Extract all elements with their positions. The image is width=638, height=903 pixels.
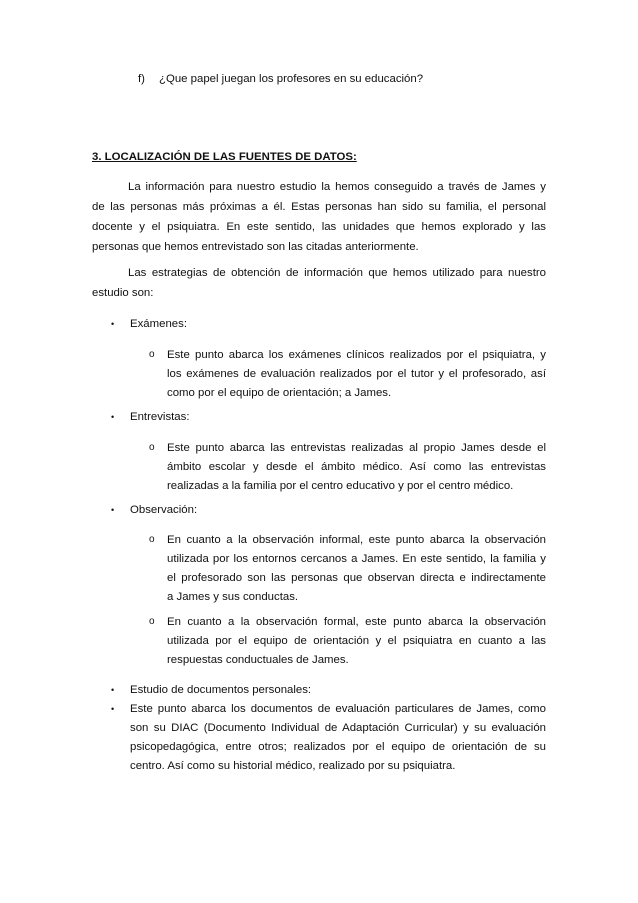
list-item-title-examenes: Exámenes: <box>130 318 187 330</box>
paragraph-line: estudio son: <box>92 287 154 299</box>
sub-item-line: utilizada por el equipo de orientación y el psiquiatra en cuanto a las <box>167 635 546 647</box>
question-text: ¿Que papel juegan los profesores en su educación? <box>159 73 424 85</box>
paragraph-line: personas que hemos entrevistado son las citadas anteriormente. <box>92 241 419 253</box>
sub-item-line: Este punto abarca las entrevistas realizadas al propio James desde el <box>167 442 546 454</box>
sub-item-line: ámbito escolar y desde el ámbito médico. Así como las entrevistas <box>167 461 546 473</box>
paragraph-line: Las estrategias de obtención de información que hemos utilizado para nuestro <box>128 267 546 279</box>
bullet-icon: • <box>111 685 115 695</box>
paragraph-line: docente y el psiquiatra. En este sentido, las unidades que hemos explorado y las <box>92 221 546 233</box>
paragraph-line: de las personas más próximas a él. Estas personas han sido su familia, el personal <box>92 201 546 213</box>
list-item-line: son su DIAC (Documento Individual de Adaptación Curricular) y su evaluación <box>130 722 546 734</box>
sub-item-line: En cuanto a la observación informal, este punto abarca la observación <box>167 534 546 546</box>
list-item-line: centro. Así como su historial médico, realizado por su psiquiatra. <box>130 760 456 772</box>
sub-item-line: realizadas a la familia por el centro educativo y por el centro médico. <box>167 480 514 492</box>
sub-item-line: En cuanto a la observación formal, este punto abarca la observación <box>167 616 546 628</box>
sub-bullet-icon: o <box>149 616 155 627</box>
list-item-title-documentos: Estudio de documentos personales: <box>130 684 312 696</box>
list-item-title-entrevistas: Entrevistas: <box>130 411 190 423</box>
section-heading: 3. LOCALIZACIÓN DE LAS FUENTES DE DATOS: <box>92 151 357 163</box>
sub-item-line: como por el equipo de orientación; a James. <box>167 387 392 399</box>
sub-bullet-icon: o <box>149 349 155 360</box>
sub-item-line: el profesorado son las personas que observan directa e indirectamente <box>167 572 546 584</box>
list-item-line: psicopedagógica, entre otros; realizados por el equipo de orientación de su <box>130 741 546 753</box>
bullet-icon: • <box>111 412 115 422</box>
question-marker: f) <box>138 73 145 85</box>
bullet-icon: • <box>111 704 115 714</box>
sub-bullet-icon: o <box>149 442 155 453</box>
list-item-title-observacion: Observación: <box>130 504 198 516</box>
sub-item-line: a James y sus conductas. <box>167 591 299 603</box>
list-item-line: Este punto abarca los documentos de evaluación particulares de James, como <box>130 703 546 715</box>
paragraph-line: La información para nuestro estudio la hemos conseguido a través de James y <box>128 181 546 193</box>
bullet-icon: • <box>111 505 115 515</box>
sub-item-line: los exámenes de evaluación realizados por el tutor y el profesorado, así <box>167 368 546 380</box>
sub-item-line: utilizada por los entornos cercanos a James. En este sentido, la familia y <box>167 553 546 565</box>
sub-bullet-icon: o <box>149 534 155 545</box>
sub-item-line: respuestas conductuales de James. <box>167 654 349 666</box>
bullet-icon: • <box>111 319 115 329</box>
sub-item-line: Este punto abarca los exámenes clínicos realizados por el psiquiatra, y <box>167 349 546 361</box>
